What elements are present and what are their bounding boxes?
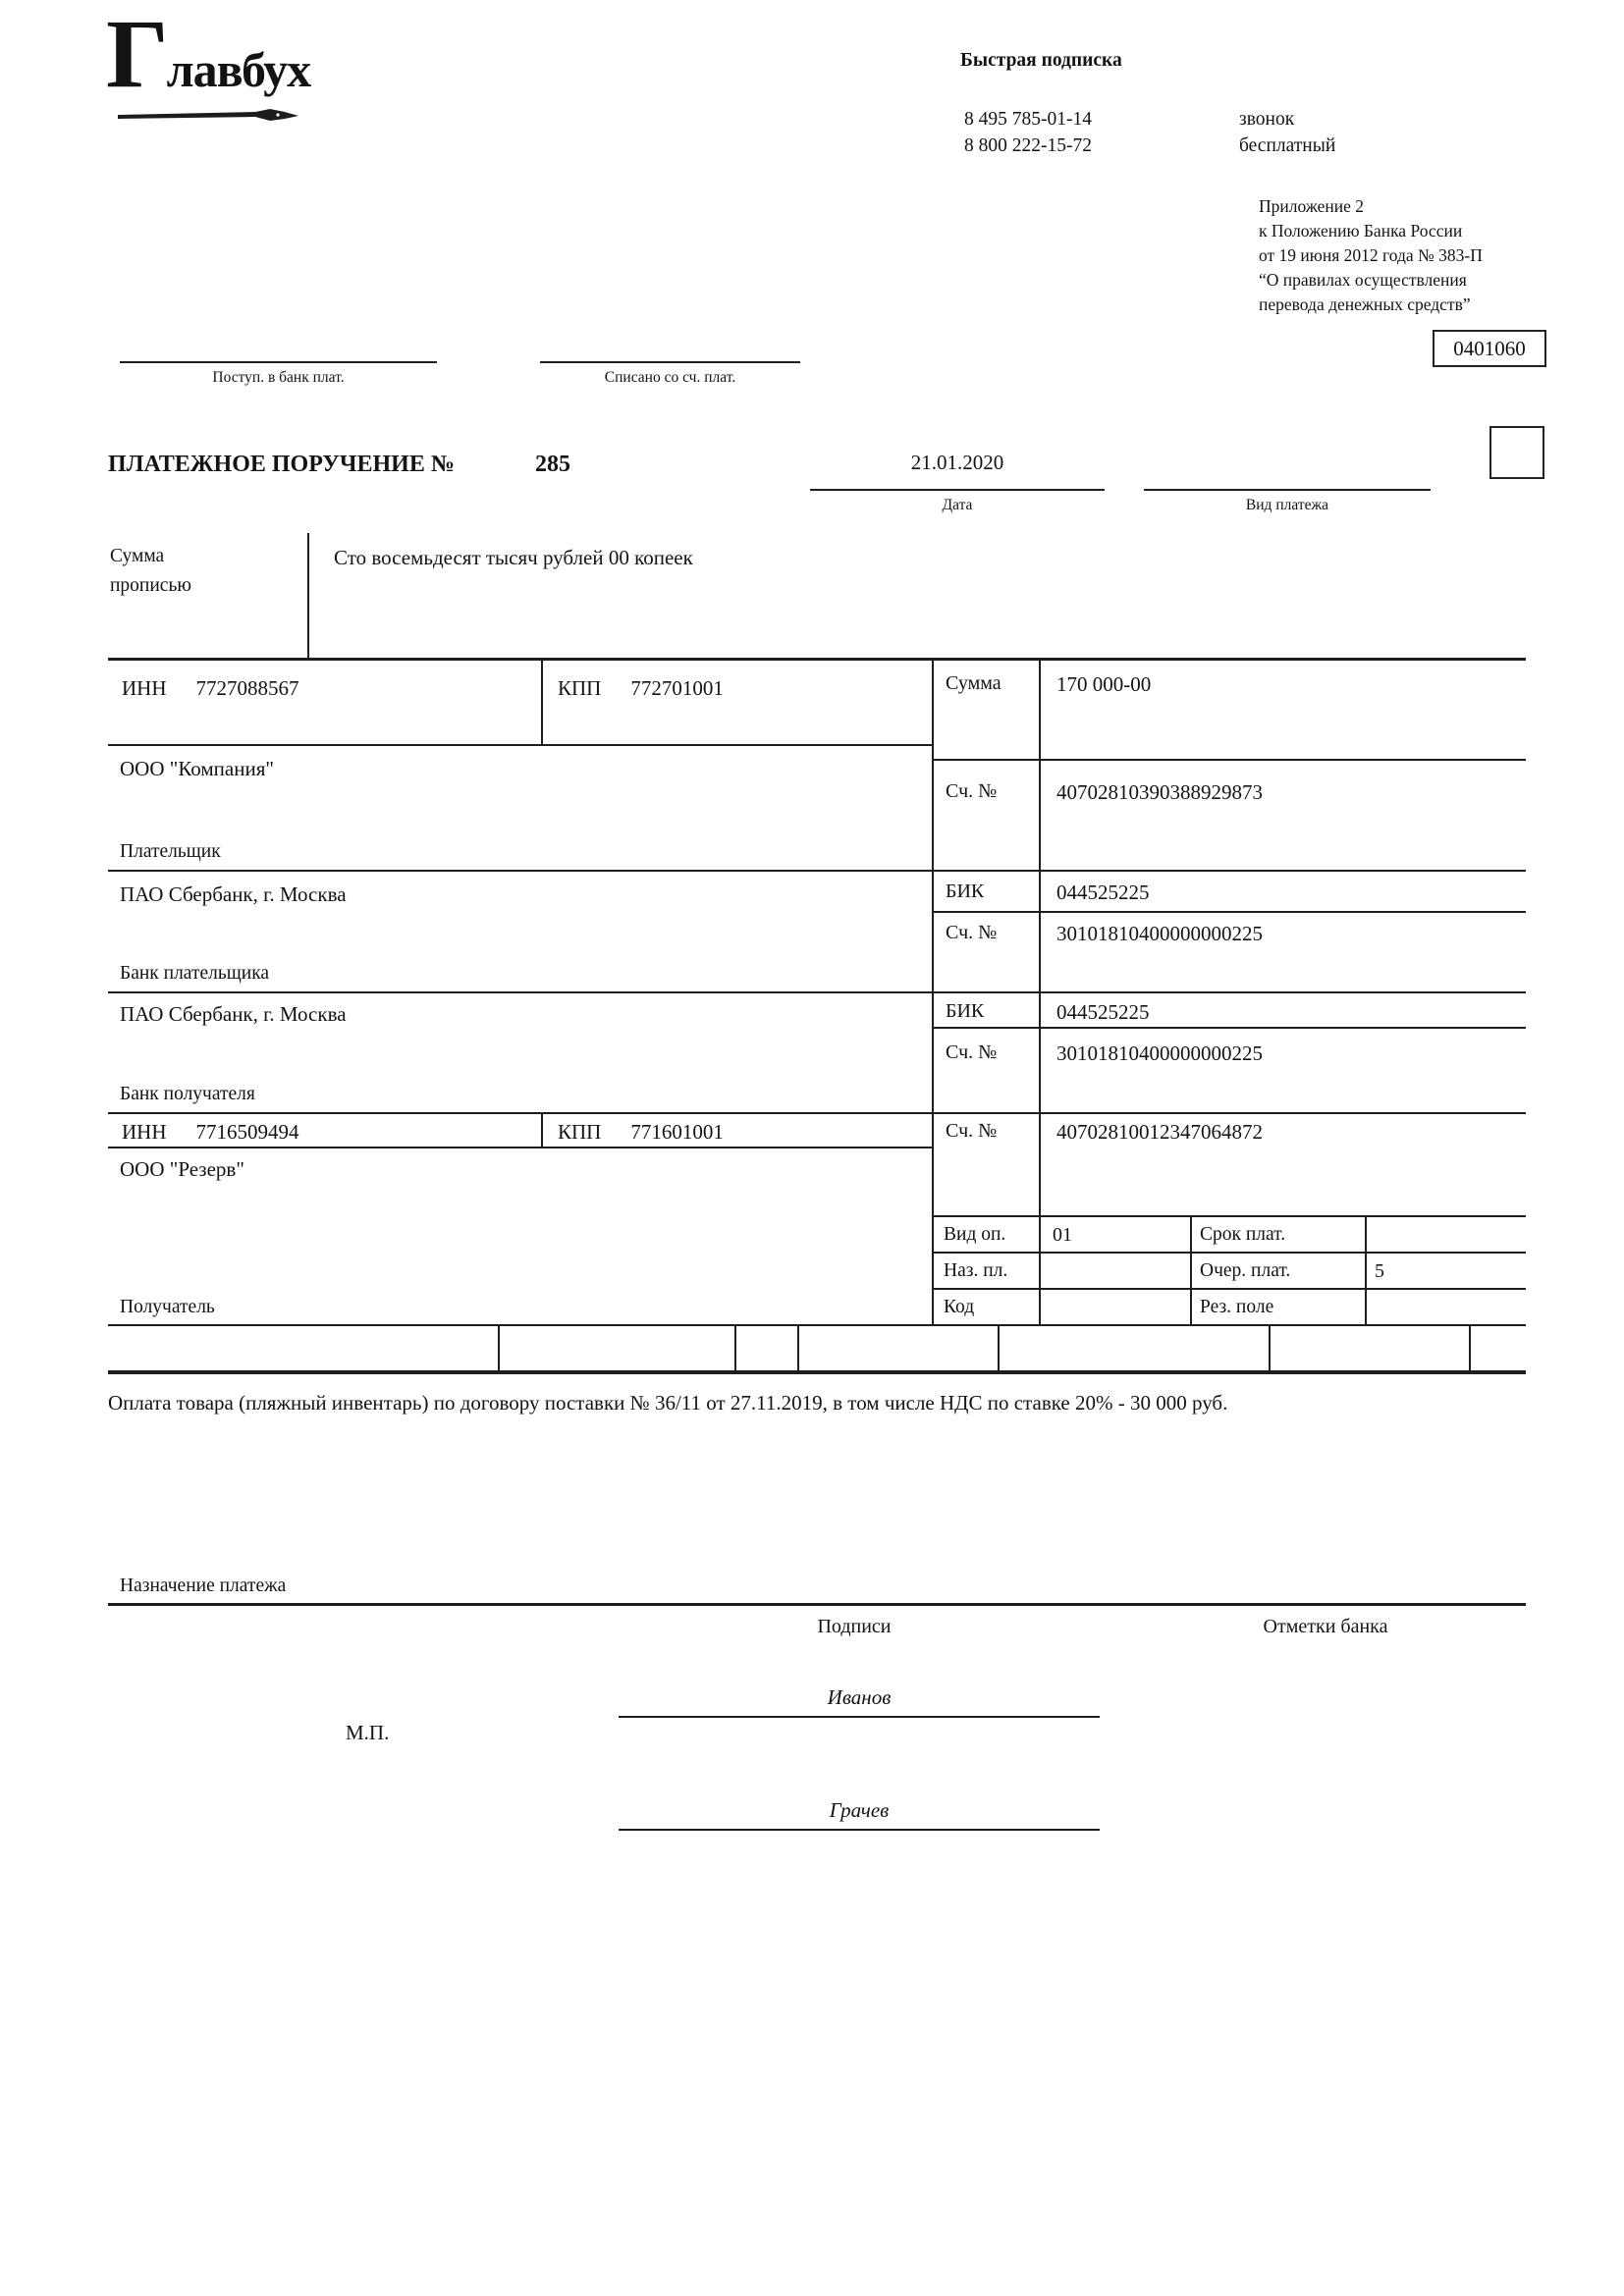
appendix-line: к Положению Банка России (1259, 221, 1463, 240)
signature-2: Грачев (829, 1798, 890, 1822)
table-line (934, 1252, 1526, 1254)
subscription-phones (964, 106, 1092, 159)
form-code-box: 0401060 (1433, 330, 1546, 367)
received-stamp-label: Поступ. в банк плат. (212, 369, 345, 386)
amount-words-label: Сумма прописью (110, 546, 191, 596)
debited-stamp-line (540, 361, 800, 363)
payer-bank-bik-label: БИК (946, 881, 985, 902)
payer-bank-name: ПАО Сбербанк, г. Москва (120, 882, 347, 906)
payee-bank-account-label: Сч. № (946, 1041, 998, 1063)
code-label: Код (944, 1297, 975, 1317)
table-line-thick (108, 1370, 1526, 1374)
table-line (1039, 658, 1041, 1326)
table-line (108, 658, 1526, 661)
table-line (932, 658, 934, 1326)
payment-type-label: Вид платежа (1245, 497, 1329, 513)
appendix-line: перевода денежных средств” (1259, 294, 1471, 314)
table-line (108, 1324, 1526, 1326)
payer-bank-bik: 044525225 (1056, 881, 1150, 904)
payee-inn: ИНН 7716509494 (122, 1120, 299, 1144)
signature-line-1 (619, 1716, 1100, 1718)
fields-row-divider (1269, 1324, 1271, 1371)
fields-row-divider (1469, 1324, 1471, 1371)
table-line (108, 744, 934, 746)
payee-bank-bik-label: БИК (946, 1000, 985, 1022)
payer-name: ООО "Компания" (120, 757, 274, 780)
purpose-code-label: Наз. пл. (944, 1260, 1008, 1281)
logo-text: лавбух (166, 42, 311, 97)
signature-line-2 (619, 1829, 1100, 1831)
appendix-reference (1259, 194, 1483, 317)
glavbukh-logo (106, 0, 311, 108)
stamp-place-label: М.П. (346, 1721, 390, 1744)
subscription-title: Быстрая подписка (960, 50, 1122, 71)
fields-row-divider (734, 1324, 736, 1371)
op-type-value: 01 (1053, 1224, 1072, 1246)
status-box (1489, 426, 1544, 479)
payee-bank-bik: 044525225 (1056, 1000, 1150, 1024)
table-line (934, 1288, 1526, 1290)
payment-purpose-text: Оплата товара (пляжный инвентарь) по договору поставки № 36/11 от 27.11.2019, в том числе НДС по ставке 20% - 30 000 руб. (108, 1391, 1228, 1415)
fields-row-divider (797, 1324, 799, 1371)
payer-bank-account: 30101810400000000225 (1056, 922, 1263, 945)
purpose-underline (108, 1603, 1526, 1606)
payee-bank-account: 30101810400000000225 (1056, 1041, 1263, 1065)
table-line (934, 1215, 1526, 1217)
due-date-label: Срок плат. (1200, 1224, 1286, 1245)
table-line (934, 759, 1526, 761)
payee-account-label: Сч. № (946, 1120, 998, 1142)
payee-bank-section-label: Банк получателя (120, 1084, 255, 1104)
pen-icon (118, 108, 299, 126)
signatures-label: Подписи (817, 1616, 892, 1637)
sum-label: Сумма (946, 672, 1001, 694)
phone-number: 8 495 785-01-14 (964, 109, 1092, 130)
document-title: ПЛАТЕЖНОЕ ПОРУЧЕНИЕ № (108, 452, 455, 477)
amount-words-value: Сто восемьдесят тысяч рублей 00 копеек (334, 546, 693, 569)
priority-value: 5 (1375, 1260, 1384, 1282)
signature-1: Иванов (827, 1685, 892, 1709)
payee-section-label: Получатель (120, 1297, 215, 1317)
amount-words-divider (307, 533, 309, 660)
payer-account-label: Сч. № (946, 780, 998, 802)
payee-name: ООО "Резерв" (120, 1157, 244, 1181)
appendix-line: “О правилах осуществления (1259, 270, 1467, 290)
payee-account: 40702810012347064872 (1056, 1120, 1263, 1144)
table-line (934, 1027, 1526, 1029)
priority-label: Очер. плат. (1200, 1260, 1291, 1281)
appendix-line: от 19 июня 2012 года № 383-П (1259, 245, 1483, 265)
fields-row-divider (998, 1324, 1000, 1371)
table-line (108, 991, 1526, 993)
phone-note-line: звонок (1239, 109, 1295, 130)
payer-bank-account-label: Сч. № (946, 922, 998, 943)
date-label: Дата (942, 497, 973, 513)
payment-purpose-label: Назначение платежа (120, 1575, 287, 1596)
table-line (1365, 1215, 1367, 1326)
table-line (108, 1147, 934, 1148)
payer-account: 40702810390388929873 (1056, 780, 1263, 804)
phone-note-line: бесплатный (1239, 135, 1336, 156)
sum-value: 170 000-00 (1056, 672, 1152, 696)
fields-row-divider (498, 1324, 500, 1371)
logo-initial: Г (106, 0, 167, 108)
payee-bank-name: ПАО Сбербанк, г. Москва (120, 1002, 347, 1026)
payer-bank-section-label: Банк плательщика (120, 963, 270, 984)
payer-inn: ИНН 7727088567 (122, 676, 299, 700)
debited-stamp-label: Списано со сч. плат. (604, 369, 736, 386)
table-line (541, 1112, 543, 1148)
table-line (934, 911, 1526, 913)
table-line (541, 658, 543, 746)
op-type-label: Вид оп. (944, 1224, 1006, 1245)
document-number: 285 (535, 452, 570, 477)
reserve-field-label: Рез. поле (1200, 1297, 1274, 1317)
received-stamp-line (120, 361, 437, 363)
payee-kpp: КПП 771601001 (558, 1120, 724, 1144)
date-value: 21.01.2020 (910, 451, 1004, 474)
payment-type-line (1144, 489, 1431, 491)
bank-marks-label: Отметки банка (1263, 1616, 1388, 1637)
table-line (1190, 1215, 1192, 1326)
date-line (810, 489, 1105, 491)
appendix-line: Приложение 2 (1259, 196, 1365, 216)
table-line (108, 1112, 1526, 1114)
payer-section-label: Плательщик (120, 841, 221, 862)
table-line (108, 870, 1526, 872)
phone-number: 8 800 222-15-72 (964, 135, 1092, 156)
phone-note (1239, 106, 1335, 159)
payer-kpp: КПП 772701001 (558, 676, 724, 700)
